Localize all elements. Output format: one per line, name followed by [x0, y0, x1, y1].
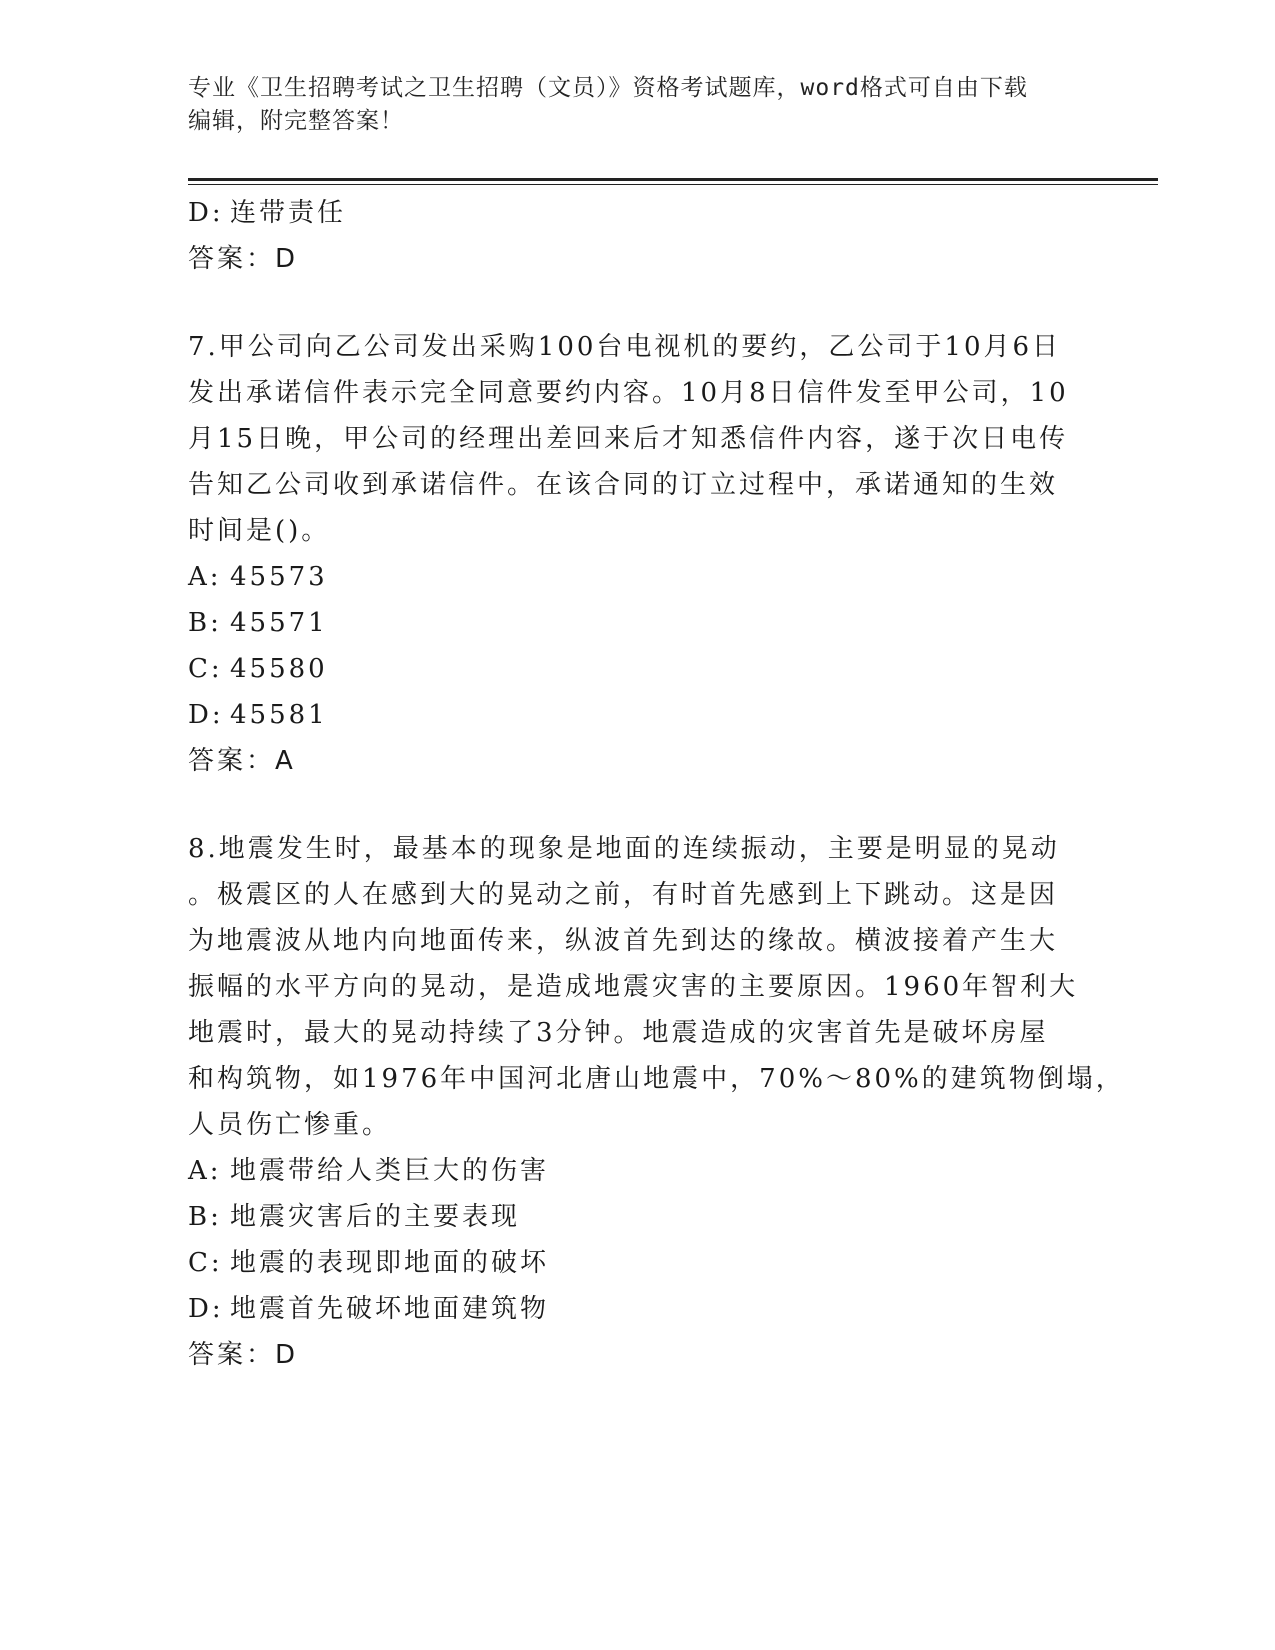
option-key: A: — [188, 562, 222, 592]
option-text: 地震灾害后的主要表现 — [230, 1202, 521, 1232]
question-8-answer: 答案：D — [188, 1340, 299, 1370]
option-text: 地震首先破坏地面建筑物 — [230, 1294, 550, 1324]
question-8-option-d — [188, 1286, 1068, 1332]
header-title-line-1: 专业《卫生招聘考试之卫生招聘（文员）》资格考试题库，word格式可自由下载 — [188, 75, 1028, 101]
question-8-line: 。极震区的人在感到大的晃动之前，有时首先感到上下跳动。这是因 — [188, 880, 1059, 910]
prev-option-d — [188, 190, 1068, 236]
spacer — [188, 784, 1068, 826]
option-key: D: — [188, 700, 224, 730]
option-key: A: — [188, 1156, 222, 1186]
option-text: 45580 — [230, 654, 328, 684]
option-key: B: — [188, 1202, 222, 1232]
question-7-line: 告知乙公司收到承诺信件。在该合同的订立过程中，承诺通知的生效 — [188, 470, 1059, 500]
question-8-option-c — [188, 1240, 1068, 1286]
question-8-line: 人员伤亡惨重。 — [188, 1110, 392, 1140]
option-text: 地震的表现即地面的破坏 — [230, 1248, 550, 1278]
option-text: 45573 — [230, 562, 328, 592]
document-header — [188, 72, 1068, 138]
option-key: D: — [188, 198, 224, 228]
question-8-option-b — [188, 1194, 1068, 1240]
option-key: B: — [188, 608, 222, 638]
option-text: 45571 — [230, 608, 328, 638]
question-7-option-c — [188, 646, 1068, 692]
option-text: 地震带给人类巨大的伤害 — [230, 1156, 550, 1186]
question-7-option-d — [188, 692, 1068, 738]
header-rule-thick — [188, 178, 1158, 181]
option-key: D: — [188, 1294, 224, 1324]
question-7-line: 月15日晚，甲公司的经理出差回来后才知悉信件内容，遂于次日电传 — [188, 424, 1069, 454]
question-7-line: 发出承诺信件表示完全同意要约内容。10月8日信件发至甲公司，10 — [188, 378, 1069, 408]
option-text: 45581 — [230, 700, 328, 730]
option-text: 连带责任 — [230, 198, 347, 228]
header-title-line-2: 编辑，附完整答案！ — [188, 108, 404, 134]
question-8-line: 地震时，最大的晃动持续了3分钟。地震造成的灾害首先是破坏房屋 — [188, 1018, 1049, 1048]
question-7-line: 7.甲公司向乙公司发出采购100台电视机的要约，乙公司于10月6日 — [188, 332, 1062, 362]
question-7-answer: 答案：A — [188, 746, 296, 776]
option-key: C: — [188, 654, 223, 684]
question-7-option-a — [188, 554, 1068, 600]
question-8-line: 和构筑物，如1976年中国河北唐山地震中，70%～80%的建筑物倒塌， — [188, 1064, 1125, 1094]
question-8-line: 8.地震发生时，最基本的现象是地面的连续振动，主要是明显的晃动 — [188, 834, 1060, 864]
question-8-line: 振幅的水平方向的晃动，是造成地震灾害的主要原因。1960年智利大 — [188, 972, 1079, 1002]
question-7-line: 时间是()。 — [188, 516, 331, 546]
document-body — [188, 190, 1125, 1378]
prev-answer: 答案：D — [188, 244, 299, 274]
spacer — [188, 282, 1068, 324]
question-8-option-a — [188, 1148, 1068, 1194]
question-7-option-b — [188, 600, 1068, 646]
question-8 — [188, 826, 1125, 1148]
question-7 — [188, 324, 1068, 554]
option-key: C: — [188, 1248, 223, 1278]
question-8-line: 为地震波从地内向地面传来，纵波首先到达的缘故。横波接着产生大 — [188, 926, 1059, 956]
header-rule-thin — [188, 184, 1158, 185]
